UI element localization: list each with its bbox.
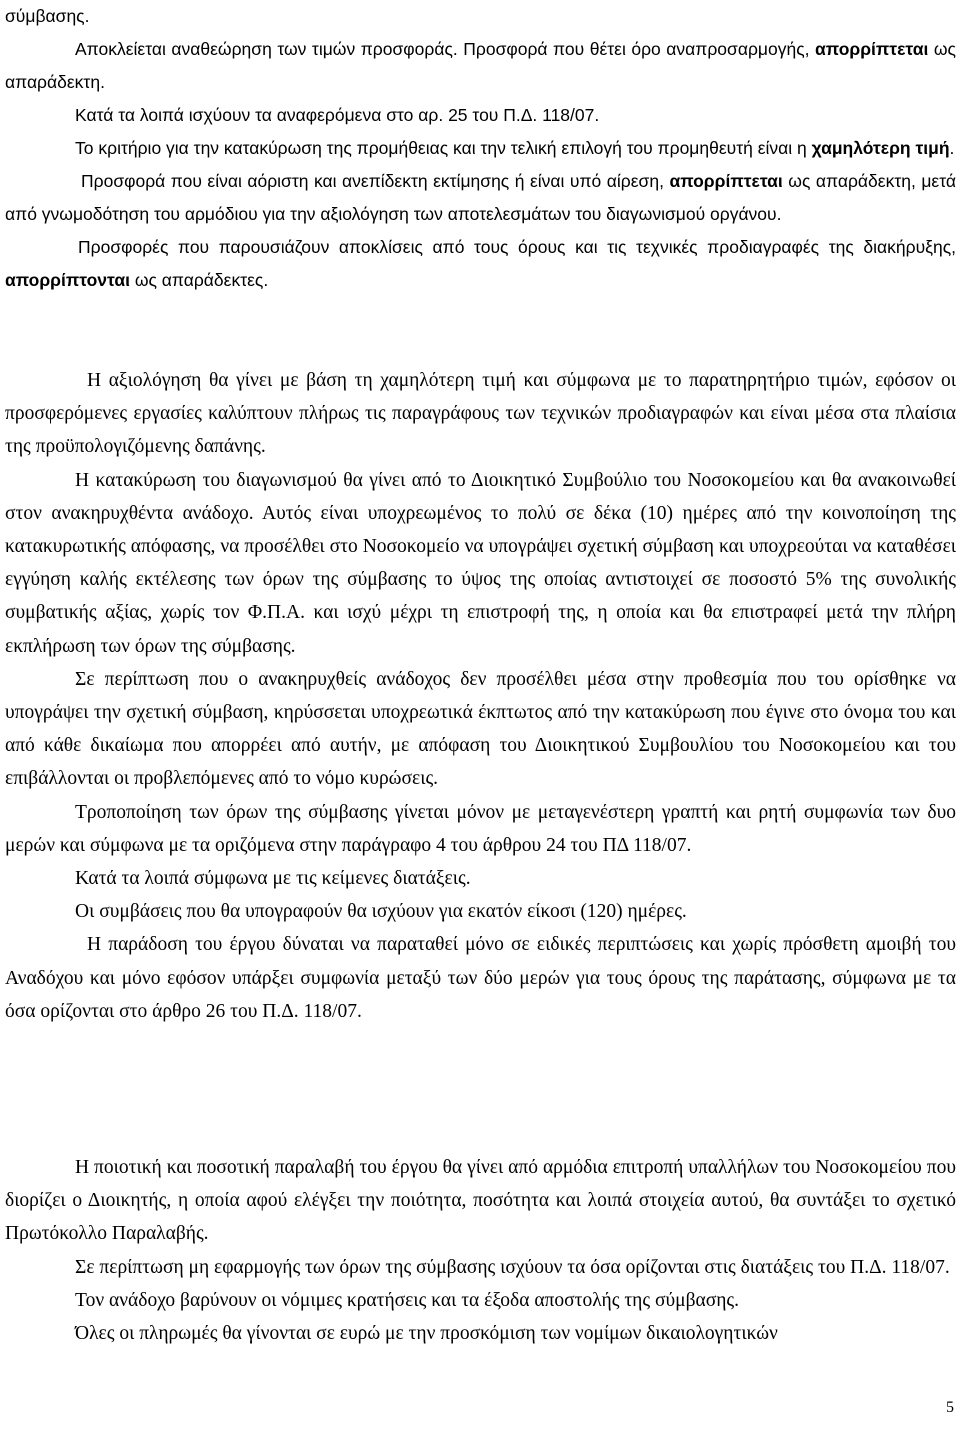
paragraph-modification: Τροποποίηση των όρων της σύμβασης γίνεται μόνον με μεταγενέστερη γραπτή και ρητή συμφωνία των δυο μερών και σύμφωνα με τα οριζόμενα στην παράγραφο 4 του άρθρου 24 του ΠΔ 118/07.: [5, 801, 956, 856]
paragraph-text: Αποκλείεται αναθεώρηση των τιμών προσφοράς. Προσφορά που θέτει όρο αναπροσαρμογής,: [75, 39, 816, 59]
bold-rejected-text: απορρίπτεται: [669, 171, 783, 191]
paragraph-forfeiture: Σε περίπτωση που ο ανακηρυχθείς ανάδοχος δεν προσέλθει μέσα στην προθεσμία που του ορίσθηκε να υπογράψει την σχετική σύμβαση, κηρύσσεται υποχρεωτικά έκπτωτος από την κατακύρωση που έγινε στο όνομα του και από κάθε δικαίωμα που απορρέει από αυτήν, με απόφαση του Διοικητικού Συμβουλίου του Νοσοκομείου και του επιβάλλονται οι προβλεπόμενες από το νόμο κυρώσεις.: [5, 668, 956, 790]
paragraph-award-guarantee: Η κατακύρωση του διαγωνισμού θα γίνει από το Διοικητικό Συμβούλιο του Νοσοκομείου και θα ανακοινωθεί στον ανακηρυχθέντα ανάδοχο. Αυτός είναι υποχρεωμένος το πολύ σε δέκα (10) ημέρες από την κοινοποίηση της κατακυρωτικής απόφασης, να προσέλθει στο Νοσοκομείο να υπογράψει σχετική σύμβαση και υποχρεούται να καταθέσει εγγύηση καλής εκτέλεσης των όρων της σύμβασης το ύψος της οποίας αντιστοιχεί σε ποσοστό 5% της συνολικής συμβατικής αξίας, χωρίς τον Φ.Π.Α. και ισχύ μέχρι τη επιστροφή της, η οποία και θα επιστραφεί μετά την πλήρη εκπλήρωση των όρων της σύμβασης.: [5, 469, 956, 657]
paragraph-non-compliance: Σε περίπτωση μη εφαρμογής των όρων της σύμβασης ισχύουν τα όσα ορίζονται στις διατάξεις του Π.Δ. 118/07.: [75, 1256, 950, 1278]
paragraph-other-terms: [5, 99, 956, 132]
bold-rejected-plural-text: απορρίπτονται: [5, 270, 130, 290]
paragraph-text: ως απαράδεκτη.: [5, 39, 956, 92]
bold-lowest-price-text: χαμηλότερη τιμή: [811, 138, 950, 158]
paragraph-text: Το κριτήριο για την κατακύρωση της προμήθειας και την τελική επιλογή του προμηθευτή είναι η: [75, 138, 812, 158]
page-number: 5: [946, 1399, 954, 1416]
paragraph-indefinite-offer: [5, 165, 956, 231]
bold-rejected-text: απορρίπτεται: [815, 39, 929, 59]
paragraph-deviating-offers: [5, 231, 956, 297]
paragraph-text: ως απαράδεκτη, μετά από γνωμοδότηση του αρμόδιου για την αξιολόγηση των αποτελεσμάτων του διαγωνισμού οργάνου.: [5, 171, 956, 224]
paragraph-award-criterion: [5, 132, 956, 165]
paragraph-withholdings: Τον ανάδοχο βαρύνουν οι νόμιμες κρατήσεις και τα έξοδα αποστολής της σύμβασης.: [75, 1289, 740, 1311]
paragraph-payments: Όλες οι πληρωμές θα γίνονται σε ευρώ με την προσκόμιση των νομίμων δικαιολογητικών: [75, 1323, 778, 1345]
paragraph-contract-end: [5, 0, 956, 33]
paragraph-text: Προσφορές που παρουσιάζουν αποκλίσεις από τους όρους και τις τεχνικές προδιαγραφές της διακήρυξης,: [78, 237, 956, 257]
paragraph-price-revision: [5, 33, 956, 99]
paragraph-other-provisions: Κατά τα λοιπά σύμφωνα με τις κείμενες διατάξεις.: [75, 868, 471, 890]
paragraph-evaluation: Η αξιολόγηση θα γίνει με βάση τη χαμηλότερη τιμή και σύμφωνα με το παρατηρητήριο τιμών, εφόσον οι προσφερόμενες εργασίες καλύπτουν πλήρως τις παραγράφους των τεχνικών προδιαγραφών και είναι μέσα στα πλαίσια της προϋπολογιζόμενης δαπάνης.: [5, 370, 956, 458]
paragraph-text: ως απαράδεκτες.: [129, 270, 269, 290]
paragraph-text: Κατά τα λοιπά ισχύουν τα αναφερόμενα στο αρ. 25 του Π.Δ. 118/07.: [75, 105, 600, 125]
section-evaluation-award: [5, 364, 956, 1028]
paragraph-delivery-extension: Η παράδοση του έργου δύναται να παραταθεί μόνο σε ειδικές περιπτώσεις και χωρίς πρόσθετη αμοιβή του Αναδόχου και μόνο εφόσον υπάρξει συμφωνία μεταξύ των δύο μερών για τους όρους της παράτασης, σύμφωνα με τα όσα ορίζονται στο άρθρο 26 του Π.Δ. 118/07.: [5, 934, 956, 1022]
paragraph-text: σύμβασης.: [5, 6, 90, 26]
paragraph-contract-duration: Οι συμβάσεις που θα υπογραφούν θα ισχύουν για εκατόν είκοσι (120) ημέρες.: [75, 901, 687, 923]
paragraph-text: .: [949, 138, 955, 158]
paragraph-acceptance-committee: Η ποιοτική και ποσοτική παραλαβή του έργου θα γίνει από αρμόδια επιτροπή υπαλλήλων του Νοσοκομείου που διορίζει ο Διοικητής, η οποία αφού ελέγξει την ποιότητα, ποσότητα και λοιπά στοιχεία αυτού, θα συντάξει το σχετικό Πρωτόκολλο Παραλαβής.: [5, 1157, 956, 1245]
section-acceptance-payments: [5, 1151, 956, 1350]
section-offer-terms: [5, 0, 956, 297]
paragraph-text: Προσφορά που είναι αόριστη και ανεπίδεκτη εκτίμησης ή είναι υπό αίρεση,: [81, 171, 670, 191]
